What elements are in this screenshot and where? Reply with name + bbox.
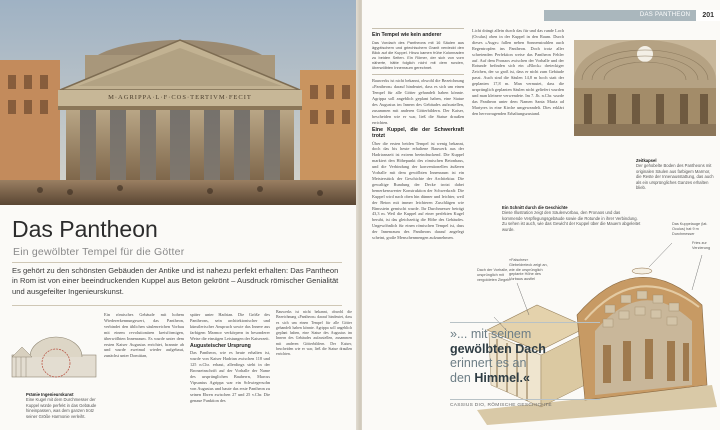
left-col2-text: später unter Hadrian. Die Größe des Pantheons, sein architektonischer und künstlerischer Anspruch sowie das Innere aus farbigem Marmor verkörpern in besonderer Weise die einstigen Leistungen der Kaiserzeit. bbox=[190, 312, 270, 341]
info-box-title: Ein Tempel wie kein anderer bbox=[372, 32, 442, 38]
section-caption bbox=[502, 205, 642, 232]
right-col1-heading: Eine Kuppel, die der Schwerkraft trotzt bbox=[372, 126, 464, 139]
label-roof: Dach der Vorhalle, ursprünglich mit vergoldeten Ziegeln bbox=[477, 268, 511, 282]
left-text-column-3 bbox=[276, 310, 352, 360]
left-col2-heading: Augusteischer Ursprung bbox=[190, 342, 251, 349]
pull-quote bbox=[450, 327, 600, 385]
interior-caption-text: Der gehobelte Boden des Pantheons mit originalen Säulen aus farbigem Marmor, die Reste der Innenausstattung, das auch als ein ursprüngliches Ganzes erhalten blieb. bbox=[636, 163, 714, 191]
lead-paragraph: Es gehört zu den schönsten Gebäuden der Antike und ist nahezu perfekt erhalten: Das Pantheon in Rom ist von einer beeindruckenden Kuppel aus Beton gekrönt – Ausdruck römischer Genialität und ausgefeilter Ingenieurskunst. bbox=[12, 266, 339, 296]
quote-line-2: gewölbten Dach bbox=[450, 341, 546, 356]
quote-bottom-rule bbox=[450, 399, 600, 400]
section-caption-title: Ein Schnitt durch die Geschichte bbox=[502, 205, 568, 210]
quote-source: CASSIUS DIO, RÖMISCHE GESCHICHTE bbox=[450, 403, 552, 408]
left-col3-text: Bauwerks ist nicht bekannt, obwohl die Bezeichnung »Pantheon« darauf hindeutet, dass es sich um einen Tempel für alle Götter gehandelt haben könnte. Agrippa soll angeblich geplant haben, eine Statue des Augustus im Innern des Gebäudes aufzustellen, zusammen mit anderen Götterbildern. Der Kaiser, bescheiden wie er war, ließ die Statue draußen errichten. bbox=[276, 310, 352, 357]
label-pediment: »Falsches« Giebeldreieck zeigt an, wie die ursprünglich geplante Höhe des Vorbaus ausfiel bbox=[509, 258, 548, 282]
title-divider bbox=[12, 262, 342, 263]
page-subtitle: Ein gewölbter Tempel für die Götter bbox=[13, 246, 185, 258]
info-box bbox=[372, 28, 464, 75]
dome-sphere-diagram bbox=[10, 333, 98, 379]
page-title: Das Pantheon bbox=[12, 216, 158, 242]
interior-caption-title: Zeitkapsel bbox=[636, 158, 657, 163]
right-text-column-1 bbox=[372, 28, 464, 243]
lead-divider bbox=[12, 305, 342, 306]
portico-inscription: M·AGRIPPA·L·F·COS·TERTIVM·FECIT bbox=[108, 94, 252, 101]
info-box-text: Das Vordach des Pantheons mit 16 Säulen aus ägyptischem und griechischem Granit verdeckt den Blick auf die Kuppel. Hinzu kamen frühe Kolonnaden zu beiden Seiten. Ein Römer, der sich von vorn näherte, hätte folglich nicht mit dem runden, überwölbten Innenraum gerechnet. bbox=[372, 39, 464, 71]
interior-photo-caption bbox=[636, 158, 716, 190]
left-col1-text: Ein römisches Gebäude mit hohem Wiedererkennungswert, das Pantheon, verbindet den üblichen säulenreichen Vorbau mit einem revolutionären kreisförmigen, überwölbten Innenraum. Es wurde unter dem ersten Kaiser Augustus errichtet, brannte ab und wurde zweimal wieder aufgebaut, zunächst unter Domitian, bbox=[104, 312, 184, 359]
left-text-column-1 bbox=[104, 312, 184, 361]
header-section: DAS PANTHEON bbox=[634, 10, 697, 21]
right-text-column-2 bbox=[472, 28, 564, 119]
small-caption-text: Eine Kugel mit dem Durchmesser der Kuppel würde perfekt in das Gebäude hineinpassen, was dem ganzen trotz seiner Größe Harmonie verleiht. bbox=[26, 397, 97, 419]
running-header bbox=[544, 10, 720, 21]
label-dome-frieze: Fries zur Verzierung bbox=[692, 241, 711, 250]
quote-line-5: Himmel.« bbox=[474, 370, 530, 385]
page-number: 201 bbox=[696, 10, 720, 21]
quote-line-3: erinnert es an bbox=[450, 356, 527, 370]
quote-top-rule bbox=[450, 322, 600, 323]
right-col2-text: Licht drängt allein durch das für und das runde Loch (Oculus) oben in der Kuppel in den Raum. Durch dieses »Auge« fallen neben Sonnenstrahlen auch Regentropfen ins Pantheon. Doch trotz aller schreienden Perfektion weise das Pantheon Fehler auf. Auf dem Pronaos zwischen der Vorhalle und der Rotunde befinden sich ein »Block« dreieckiger Zeichen, der so groß ist, dass er nicht zum Gebäude passt. Auch sind die Säulen 14,8 m hoch statt der geplanten 17,8 m. Man vermutet, dass die ursprünglich geplanten Säulen nicht geliefert wurden und man kleinere verwendete. Im 7. Jh. n.Chr. wurde das Pantheon unter dem Namen Santa Maria ad Martyres in eine Kirche umgewandelt. Dies erklärt den hervorragenden Erhaltungszustand. bbox=[472, 28, 564, 116]
right-col1-text2: Über die ersten beiden Tempel ist wenig bekannt, doch das bis heute erhaltene Bauwerk aus der Hadrianszeit ist extrem beeindruckend. Die Kuppel markiert den Höhepunkt des römischen Betonbaus, und die Verbindung der konventionellen äußeren Vorhalle mit dem gewölbten Innenraum ist ein Meisterstück der Geschichte der Architektur. Die gewaltige Rundung der Decke trotzt dabei bemerkenswerter Konstruktion der Schwerkraft: Die Kuppel wird nach oben hin dünner und leichter, weil der Beton mit immer leichteren Zuschlägen wie Bimsstein gemischt wurde. Ihr Durchmesser beträgt 43,3 m. Weil die Kuppel auf einer perfekten Kugel beruht, ist das gleichzeitig die Höhe des Gebäudes. Ungewöhnlich für einen römischen Tempel ist, dass der Innenraum des Pantheons darauf angelegt scheint, große Menschenmengen aufzunehmen. bbox=[372, 140, 464, 241]
quote-line-4: den bbox=[450, 370, 471, 385]
pantheon-photo-illustration bbox=[0, 0, 358, 205]
header-bar bbox=[544, 10, 634, 21]
quote-line-1: »... mit seinem bbox=[450, 327, 532, 341]
right-col1-text: Bauwerks ist nicht bekannt, obwohl die Bezeichnung »Pantheon« darauf hindeutet, dass es sich um einen Tempel für alle Götter gehandelt haben könnte. Agrippa soll angeblich geplant haben, eine Statue des Augustus im Innern des Gebäudes aufzustellen, zusammen mit anderen Götterbildern. Der Kaiser, bescheiden wie er war, ließ die Statue draußen errichten. bbox=[372, 78, 464, 125]
small-diagram-caption bbox=[26, 392, 98, 419]
pantheon-photo bbox=[0, 0, 358, 205]
left-text-column-2 bbox=[190, 312, 270, 406]
label-oculus: Das Kuppelauge (lat. Oculus) hat 9 m Durchmesser bbox=[672, 222, 708, 236]
left-page bbox=[0, 0, 358, 430]
small-caption-title: Prämie Ingenieurskunst bbox=[26, 392, 74, 397]
section-caption-text: Diese Illustration zeigt den Säulenvorbau, den Pronaos und das kommende Verpflegungsgebäude sowie die Rotunde in ihrer Verbindung. Zu sehen ist auch, wie das Gewicht der Kuppel über die Mauern abgeleitet wurde. bbox=[502, 210, 641, 232]
left-col2-text2: Das Pantheon, wie es heute erhalten ist, wurde von Kaiser Hadrian zwischen 118 und 125 n.Chr. erbaut, allerdings steht in der Bronzeinschrift auf der Vorhalle der Name des ursprünglichen Bauherrn, Marcus Vipsanius Agrippa war ein Schwiegersohn von Augustus und baute das erste Pantheon zu seinen Ehren zwischen 27 und 25 v.Chr. Die genaue Funktion des bbox=[190, 350, 270, 403]
interior-photo bbox=[574, 40, 716, 136]
